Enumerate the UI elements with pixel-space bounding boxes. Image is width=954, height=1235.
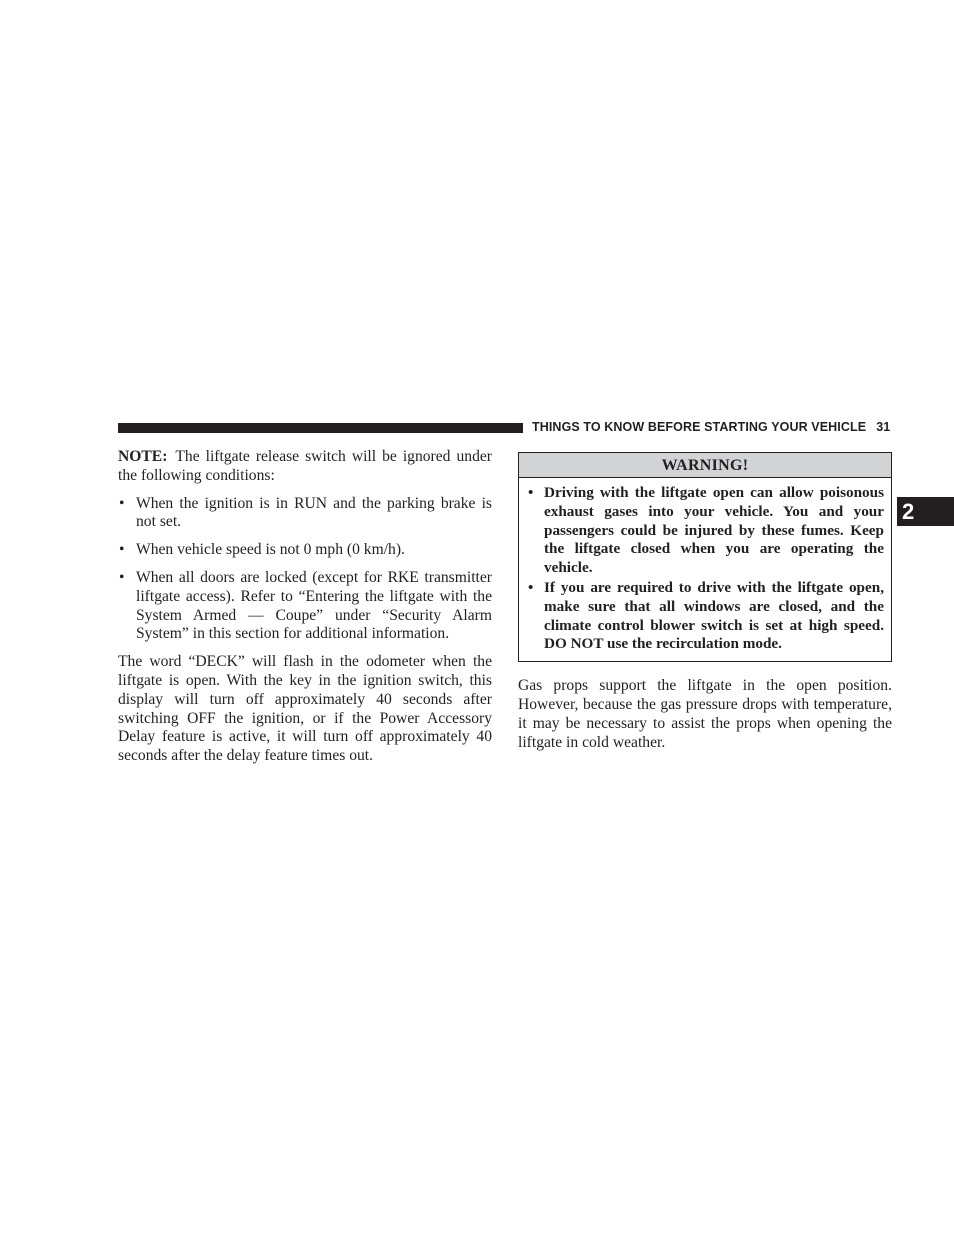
right-column (518, 452, 892, 752)
note-label: NOTE: (118, 448, 168, 465)
left-column (118, 448, 492, 775)
section-title: THINGS TO KNOW BEFORE STARTING YOUR VEHICLE (532, 420, 867, 434)
warning-item: • Driving with the liftgate open can allow poisonous exhaust gases into your vehicle. You and your passengers could be injured by these fumes. Keep the liftgate closed when you are operating the vehicle. (527, 484, 884, 578)
warning-box (518, 452, 892, 662)
gas-props-paragraph: Gas props support the liftgate in the open position. However, because the gas pressure drops with temperature, it may be necessary to assist the props when opening the liftgate in cold weather. (518, 677, 892, 751)
warning-title: WARNING! (519, 453, 891, 478)
list-item: • When all doors are locked (except for RKE transmitter liftgate access). Refer to “Entering the liftgate with the System Armed — Coupe” under “Security Alarm System” in this section for additional information. (118, 569, 492, 644)
header-rule (118, 423, 523, 433)
chapter-tab: 2 (897, 497, 954, 526)
deck-paragraph: The word “DECK” will flash in the odometer when the liftgate is open. With the key in the ignition switch, this display will turn off approximately 40 seconds after switching OFF the ignition, or if the Power Accessory Delay feature is active, it will turn off approximately 40 seconds after the delay feature times out. (118, 653, 492, 765)
warning-list (519, 478, 891, 661)
page-number: 31 (876, 420, 891, 434)
running-header (532, 420, 892, 434)
note-text: The liftgate release switch will be ignored under the following conditions: (118, 448, 492, 484)
conditions-list (118, 495, 492, 645)
list-item: • When the ignition is in RUN and the parking brake is not set. (118, 495, 492, 533)
note-paragraph (118, 448, 492, 486)
list-item: • When vehicle speed is not 0 mph (0 km/h). (118, 541, 492, 560)
warning-item: • If you are required to drive with the liftgate open, make sure that all windows are closed, and the climate control blower switch is set at high speed. DO NOT use the recirculation mode. (527, 579, 884, 654)
